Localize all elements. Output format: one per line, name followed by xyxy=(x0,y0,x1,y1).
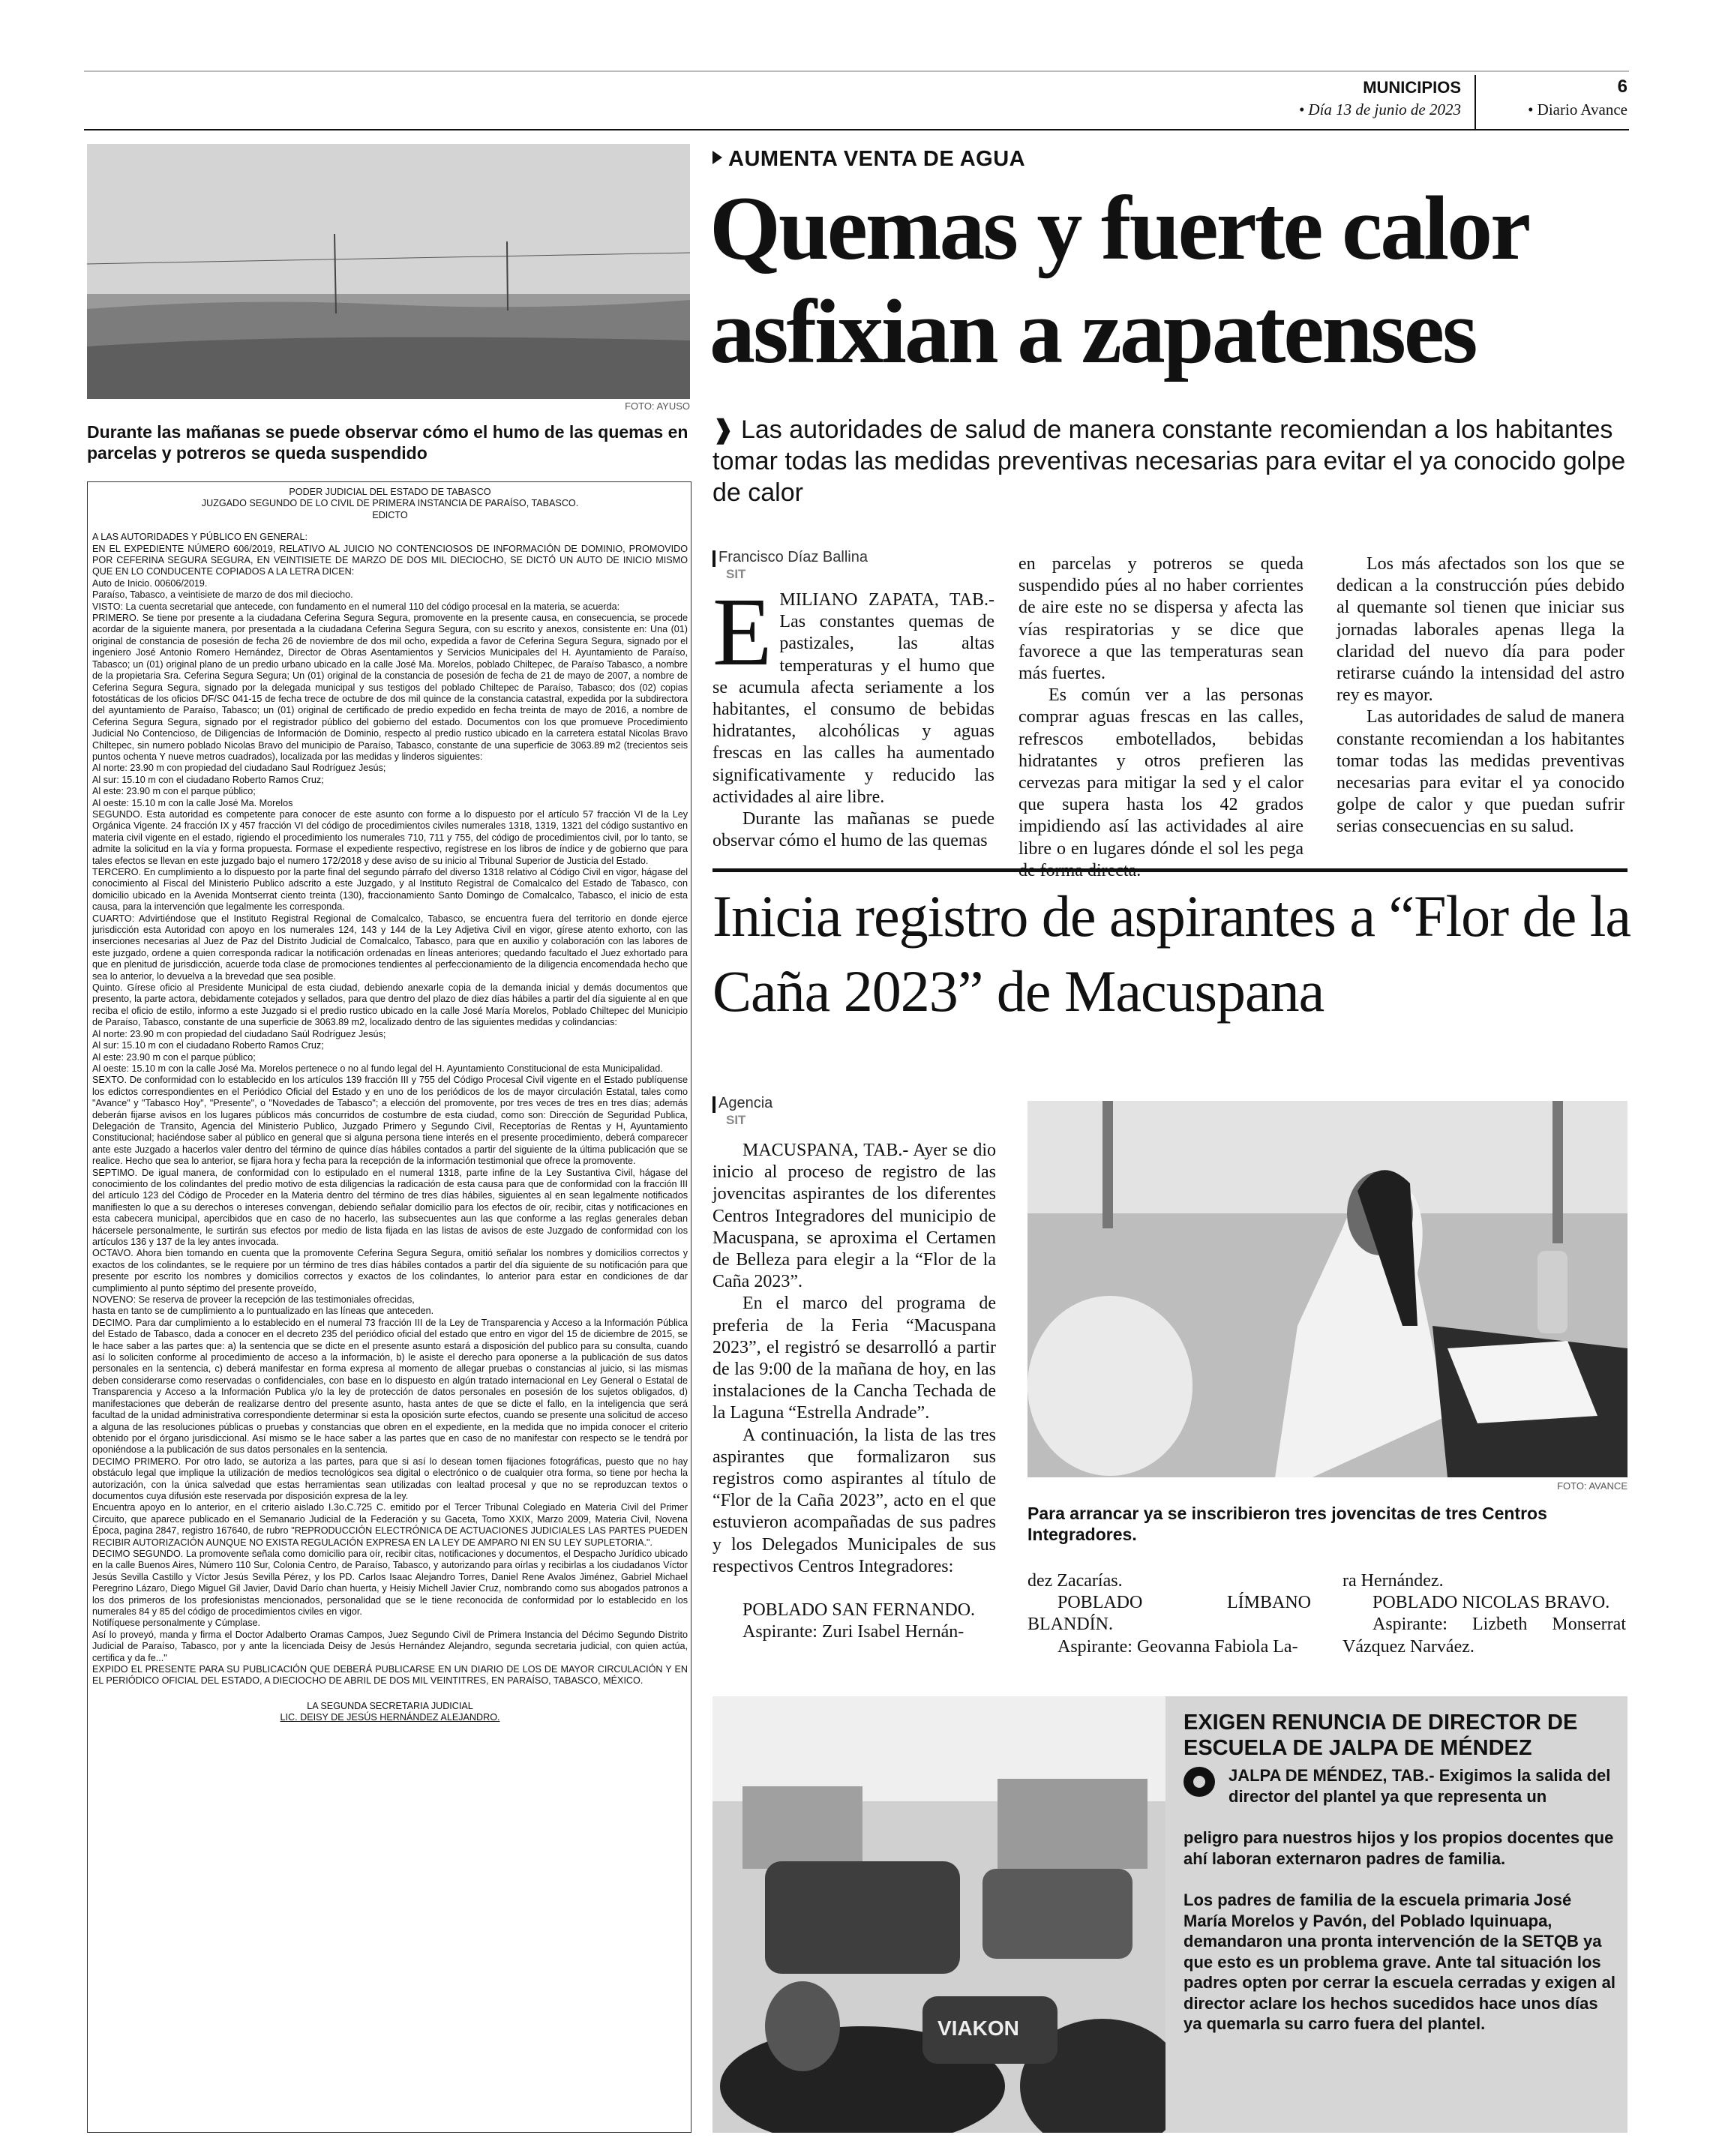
edict-signature-1: LA SEGUNDA SECRETARIA JUDICIAL xyxy=(307,1700,473,1711)
edict-paragraph: Al norte: 23.90 m con propiedad del ciudadano Saul Rodríguez Jesús; xyxy=(92,763,386,774)
edict-paragraph: Al sur: 15.10 m con el ciudadano Roberto Ramos Cruz; xyxy=(92,774,324,785)
byline-agency: SIT xyxy=(726,567,746,581)
article-2-p2: En el marco del programa de preferia de la Feria “Macuspana 2023”, el registró se desarrolló a partir de las 9:00 de la mañana de hoy, en las instalaciones de la Cancha Techada de la Laguna “Estrella Andrade”. xyxy=(712,1294,996,1423)
edict-paragraph: Al este: 23.90 m con el parque público; xyxy=(92,786,256,797)
section-name: MUNICIPIOS xyxy=(1363,78,1461,97)
article-1-column-2 xyxy=(1018,553,1304,882)
edict-paragraph: PRIMERO. Se tiene por presente a la ciudadana Ceferina Segura Segura, promovente en la presente causa, en consecuencia, se procede acordar de la siguiente manera, por presentada a la ciudadana Ceferina Segura Segura, con su escrito y anexos, consistente en: Una (01) original de constancia de posesión de fecha 26 de noviembre de dos mil ocho, expedida a favor de Ceferina Segura Segura, signado por el ingeniero José Antonio Romero Hernández, Director de Obras Asentamientos y Servicios Municipales del H. Ayuntamiento de Paraíso, Tabasco; un (01) original plano de un predio urbano ubicado en la calle José Ma. Morelos, poblado Chiltepec, de Paraíso Tabasco, a nombre de la propietaria Sra. Ceferina Segura Segura; Un (01) original de la constancia de posesión de fecha de 21 de mayo de 2007, a nombre de Ceferina Segura Segura, signado por la delegada municipal y sus testigos del poblado Chiltepec de Paraíso, Tabasco; dos (02) copias fotostáticas de los oficios DF/SC 041-15 de fecha trece de octubre de dos mil quince de la constancia catastral, expedida por la subdirectora del ayuntamiento de Paraíso, Tabasco; un (01) original de certificado de predio expedido en fecha treinta de mayo de 2016, a nombre de Ceferina Segura Segura, signado por el registrador público del gobierno del estado. Documentos con los que promueve Procedimiento Judicial No Contencioso, de Diligencias de Información de Dominio, respecto al predio rustico ubicado en la carretera estatal Nicolas Bravo Chiltepec, sin numero poblado Nicolas Bravo del municipio de Paraíso, Tabasco, constante de una superficie de 3063.89 m2 (trecientos seis puntos ochenta Y nueve metros cuadrados), localizada por las medidas y linderos siguientes: xyxy=(92,613,688,762)
edict-paragraph: Así lo proveyó, manda y firma el Doctor Adalberto Oramas Campos, Juez Segundo Civil de Primera Instancia del Décimo Segundo Distrito Judicial de Paraíso, Tabasco, por y ante la licenciada Deisy de Jesús Hernández Alejandro, segunda secretaria judicial, con quien actúa, certifica y da fe..." xyxy=(92,1629,688,1663)
kicker xyxy=(712,147,1312,172)
edict-paragraph: A LAS AUTORIDADES Y PÚBLICO EN GENERAL: xyxy=(92,532,308,543)
top-rule xyxy=(84,70,1629,72)
edict-paragraph: Al este: 23.90 m con el parque público; xyxy=(92,1051,256,1063)
edict-paragraph: Al oeste: 15.10 m con la calle José Ma. Morelos xyxy=(92,797,293,808)
section-divider xyxy=(712,868,1628,872)
edict-paragraph: DECIMO. Para dar cumplimiento a lo establecido en el numeral 73 fracción III de la Ley de Transparencia y Acceso a la Información Pública del Estado de Tabasco, dada a conocer en el decreto 235 del periódico oficial del estado que entro en vigor del 15 de diciembre de 2015, se le hace saber a las partes que: a) la sentencia que se dicte en el presente asunto estará a disposición del publico para su consulta, cuando así lo soliciten conforme al procedimiento de acceso a la información, b) le asiste el derecho para oponerse a la publicación de sus datos personales en la sentencia, c) deberá manifestar en forma expresa al momento de allegar pruebas o constancias al juicio, si las mismas deben considerarse como reservadas o confidenciales, con base en lo dispuesto en algún tratado internacional en Ley General o Estatal de Transparencia y Acceso a la Información Publica y/o la ley de protección de datos personales en posesión de los sujetos obligados, d) manifestaciones que deberán de realizarse dentro del presente asunto, hasta antes de que se dicte el fallo, en la inteligencia que será facultad de la unidad administrativa correspondiente determinar si esta la oposición surte efectos, cuando se presente una solicitud de acceso a alguna de las resoluciones públicas o pruebas y constancias que obren en el expediente, en la medida que no impida conocer el criterio obtenido por el órgano jurisdiccional. Así mismo se le hace saber a las partes que en caso de no manifestar con respecto se le tendrá por oponiéndose a la publicación de sus datos personales en la sentencia. xyxy=(92,1317,688,1456)
article-2-column-2 xyxy=(1028,1570,1311,1658)
kicker-arrow-icon xyxy=(712,151,722,164)
edict-paragraph: Al norte: 23.90 m con propiedad del ciudadano Saúl Rodríguez Jesús; xyxy=(92,1028,386,1039)
subhead-chevron-icon: ❱ xyxy=(712,415,741,444)
issue-date: • Día 13 de junio de 2023 xyxy=(1298,100,1461,118)
subhead-text: Las autoridades de salud de manera constante recomiendan a los habitantes tomar todas las medidas preventivas necesarias para evitar el ya conocido golpe de calor xyxy=(712,415,1626,507)
dropcap: E xyxy=(712,578,772,686)
edict-paragraph: DECIMO SEGUNDO. La promovente señala como domicilio para oír, recibir citas, notificaciones y documentos, el Despacho Jurídico ubicado en la calle Buenos Aires, Número 110 Sur, Colonia Centro, de Paraíso, Tabasco, y autorizando para oírlas y recibirlas a los ciudadanos Víctor Jesús Sevilla Castillo y Víctor Jesús Sevilla Pérez, y los PD. Carlos Isaac Alejandro Torres, Daniel Rene Avalos Jiménez, Gabriel Michael Peregrino Lázaro, Diego Miguel Gil Javier, David Darío chan huerta, y Heisiy Michell Javier Cruz, nombrando como sus abogados patronos a los dos primeros de los profesionistas mencionados, personalidad que se le tiene reconocida de conformidad por lo establecido en los numerales 84 y 85 del código de procedimientos civiles en vigor. xyxy=(92,1548,688,1617)
edict-paragraph: DECIMO PRIMERO. Por otro lado, se autoriza a las partes, para que si así lo desean tomen fijaciones fotográficas, puesto que no hay obstáculo legal que implique la utilización de medios tecnológicos sea digital o electrónico o de cualquier otra forma, so tiene por hecha la autorización, con la única salvedad que estas herramientas sean utilizadas con lealtad procesal y que no se reproduzcan textos o documentos cuya difusión este reservada por disposición expresa de la ley. xyxy=(92,1456,688,1501)
edict-paragraph: NOVENO: Se reserva de proveer la recepción de las testimoniales ofrecidas, xyxy=(92,1294,415,1306)
smoke-field-illustration xyxy=(87,144,690,399)
kicker-text: AUMENTA VENTA DE AGUA xyxy=(728,147,1026,171)
byline-author: Francisco Díaz Ballina xyxy=(718,549,868,565)
headline-jalpa: EXIGEN RENUNCIA DE DIRECTOR DE ESCUELA DE JALPA DE MÉNDEZ xyxy=(1184,1711,1578,1760)
photo-caption-contestants: Para arrancar ya se inscribieron tres jovencitas de tres Centros Integradores. xyxy=(1028,1504,1547,1544)
smoke-field-photo xyxy=(87,144,690,399)
byline-agency-name: Agencia xyxy=(718,1095,773,1111)
edict-paragraph: EXPIDO EL PRESENTE PARA SU PUBLICACIÓN QUE DEBERÁ PUBLICARSE EN UN DIARIO DE LOS DE MAYOR CIRCULACIÓN Y EN EL PERIÓDICO OFICIAL DEL ESTADO, A DIECIOCHO DE ABRIL DE DOS MIL VEINTITRES, EN PARAÍSO, TABASCO, MÉXICO. xyxy=(92,1664,688,1687)
edict-body xyxy=(92,532,688,1687)
jalpa-p2: peligro para nuestros hijos y los propios docentes que ahí laboran externaron padres de familia. xyxy=(1184,1828,1614,1868)
publication-name: • Diario Avance xyxy=(1528,100,1628,118)
header-divider xyxy=(1474,75,1476,129)
headline-flor-de-la-cana: Inicia registro de aspirantes a “Flor de la Caña 2023” de Macuspana xyxy=(712,883,1631,1024)
article-2-col3-p1: ra Hernández. xyxy=(1342,1571,1444,1591)
edict-paragraph: TERCERO. En cumplimiento a lo dispuesto por la parte final del segundo párrafo del diverso 1318 relativo al Código Civil en vigor, hágase del conocimiento al Fiscal del Ministerio Publico adscrito a este Juzgado, y al Instituto Registral de Comalcalco del Estado de Tabasco, con domicilio ubicado en la Avenida Montserrat ciento treinta (130), fraccionamiento Santo Domingo de Comalcalco, Tabasco, el inicio de esta causa, para la intervención que legalmente les corresponda. xyxy=(92,867,688,913)
article-2-col3-p3: Aspirante: Lizbeth Monserrat Vázquez Narváez. xyxy=(1342,1615,1626,1657)
photo-caption-smoke: Durante las mañanas se puede observar cómo el humo de las quemas en parcelas y potreros se queda suspendido xyxy=(87,422,688,463)
photo-credit-avance: FOTO: AVANCE xyxy=(1557,1480,1628,1492)
edict-paragraph: Auto de Inicio. 00606/2019. xyxy=(92,577,208,589)
article-1-p4: Es común ver a las personas comprar aguas frescas en las calles, refrescos embotellados, bebidas hidratantes y otros prefieren las cervezas para mitigar la sed y el calor que supera hasta los 42 grados impidiendo así las actividades al aire libre o en lugares dónde el sol les pega xyxy=(1018,685,1304,859)
edict-paragraph: Quinto. Gírese oficio al Presidente Municipal de esta ciudad, debiendo anexarle copia de la demanda inicial y demás documentos que presento, la parte actora, debidamente cotejados y sellados, para que dentro del plazo de diez días hábiles a partir del día siguiente al en que reciba el oficio de estilo, informo a este Juzgado si el predio rustico ubicado en la calle José María Morelos, Poblado Chiltepec del Municipio de Paraíso, Tabasco, constante de una superficie de 3063.89 m2, localizado dentro de las siguientes medidas y colindancias: xyxy=(92,982,688,1028)
legal-edict xyxy=(87,481,692,2133)
contestant-illustration xyxy=(1028,1101,1628,1477)
photo-credit-ayuso: FOTO: AYUSO xyxy=(625,400,690,412)
edict-paragraph: EN EL EXPEDIENTE NÚMERO 606/2019, RELATIVO AL JUICIO NO CONTENCIOSOS DE INFORMACIÓN DE DOMINIO, PROMOVIDO POR CEFERINA SEGURA SEGURA, EN VEINTISIETE DE MARZO DE DOS MIL DIECIOCHO, SE DICTÓ UN AUTO DE INICIO MISMO QUE EN LO CONDUCENTE COPIADOS A LA LETRA DICEN: xyxy=(92,543,688,577)
article-1-p3: en parcelas y potreros se queda suspendido púes al no haber corrientes de aire este no se dispersa y afecta las vías respiratorias y se dice que favorece a que las temperaturas sean más fuertes. xyxy=(1018,554,1304,684)
edict-paragraph: OCTAVO. Ahora bien tomando en cuenta que la promovente Ceferina Segura Segura, omitió señalar los nombres y domicilios correctos y exactos de los colindantes, se le requiere por un término de tres días hábiles contados a partir del día siguiente de su notificación para que presente por escrito los nombres y domicilios correctos y exactos de los colindantes, lo anterior para estar en condiciones de dar cumplimiento al punto séptimo del presente proveído, xyxy=(92,1248,688,1294)
byline-agency-code: SIT xyxy=(726,1113,746,1127)
article-2-col3-p2: POBLADO NICOLAS BRAVO. xyxy=(1372,1593,1610,1613)
article-1-column-3 xyxy=(1336,553,1624,838)
edict-heading-3: EDICTO xyxy=(372,509,408,520)
edict-paragraph: Al sur: 15.10 m con el ciudadano Roberto Ramos Cruz; xyxy=(92,1040,324,1051)
article-2-col2-p1: dez Zacarías. xyxy=(1028,1571,1123,1591)
jalpa-p3: Los padres de familia de la escuela primaria José María Morelos y Pavón, del Poblado Iquinuapa, demandaron una pronta intervención de la SETQB ya que esto es un problema grave. Ante tal situación los padres opten por cerrar la escuela cerradas y exigen al director aclare los hechos sucedidos hace unos días ya quemarla su carro fuera del plantel. xyxy=(1184,1891,1616,2033)
article-1-p5: Los más afectados son los que se dedican a la construcción púes debido al quemante sol tienen que iniciar sus jornadas laborales apenas llega la claridad del nuevo día para poder retirarse cuándo la intensidad del astro rey es mayor. xyxy=(1336,554,1624,706)
headline-quemas: Quemas y fuerte calor asfixian a zapatenses xyxy=(710,178,1528,382)
edict-paragraph: VISTO: La cuenta secretarial que antecede, con fundamento en el numeral 110 del código procesal en la materia, se acuerda: xyxy=(92,601,620,612)
article-2-column-3 xyxy=(1342,1570,1626,1658)
edict-paragraph: SEGUNDO. Esta autoridad es competente para conocer de este asunto con forme a lo dispuesto por el artículo 57 fracción VI de la Ley Orgánica Vigente. 24 fracción IX y 457 fracción VI del código de procedimientos civiles numerales 1318, 1319, 1321 del código sustantivo en materia civil vigente en el estado, rigiendo el procedimiento los numerales 710, 711 y 755, del código de procedimientos civil, por lo tanto, se admite la solicitud en la vía y forma propuesta. Formase el expediente respectivo, regístrese en los libros de índice y de gobierno que para tales efectos se llevan en este juzgado bajo el numero 172/2018 y dese aviso de su inicio al Tribunal Superior de Justicia del Estado. xyxy=(92,808,688,866)
jalpa-text xyxy=(1184,1765,1618,2035)
article-2-p1: MACUSPANA, TAB.- Ayer se dio inicio al proceso de registro de las jovencitas aspirantes de los diferentes Centros Integradores del municipio de Macuspana, se aproxima el Certamen de Belleza para elegir a la “Flor de la Caña 2023”. xyxy=(712,1141,996,1292)
school-protest-photo xyxy=(712,1696,1166,2133)
school-protest-illustration xyxy=(712,1696,1166,2133)
edict-heading-2: JUZGADO SEGUNDO DE LO CIVIL DE PRIMERA INSTANCIA DE PARAÍSO, TABASCO. xyxy=(201,498,579,509)
edict-heading-1: PODER JUDICIAL DEL ESTADO DE TABASCO xyxy=(289,487,491,497)
jalpa-p1: JALPA DE MÉNDEZ, TAB.- Exigimos la salida del director del plantel ya que representa un xyxy=(1228,1766,1611,1806)
subhead-quemas xyxy=(712,414,1628,508)
byline-bar xyxy=(712,550,716,567)
article-2-col2-p2: POBLADO LÍMBANO BLANDÍN. xyxy=(1028,1593,1311,1635)
article-2-p4: POBLADO SAN FERNANDO. xyxy=(742,1600,976,1621)
edict-paragraph: Al oeste: 15.10 m con la calle José Ma. Morelos pertenece o no al fundo legal del H. Ayuntamiento Constitucional de esta Municipalidad. xyxy=(92,1063,663,1074)
article-2-column-1 xyxy=(712,1140,996,1643)
byline-bar-2 xyxy=(712,1096,716,1113)
article-2-col2-p3: Aspirante: Geovanna Fabiola La- xyxy=(1058,1636,1298,1657)
edict-paragraph: Paraíso, Tabasco, a veintisiete de marzo de dos mil dieciocho. xyxy=(92,589,353,601)
page-number: 6 xyxy=(1617,76,1628,97)
article-1-p1: MILIANO ZAPATA, TAB.- Las constantes quemas de pastizales, las altas temperaturas y el humo que se acumula afecta seriamente a los habitantes, el consumo de bebidas hidratantes, alcohólicas y aguas frescas en las calles ha aumentado significativamente y reducido las actividades al aire libre. xyxy=(712,590,994,807)
edict-paragraph: CUARTO: Advirtiéndose que el Instituto Registral Regional de Comalcalco, Tabasco, se encuentra fuera del territorio en donde ejerce jurisdicción esta Autoridad con apoyo en los numerales 124, 143 y 144 de la Ley Adjetiva Civil en vigor, gírese atento exhorto, con las inserciones necesarias al Juez de Paz del Distrito Judicial de Comalcalco, Tabasco, para que en auxilio y colaboración con las labores de este juzgado, ordene a quien corresponda radicar la notificación ordenadas en líneas anteriores; quedando facultado el Juez exhortado para que en plenitud de jurisdicción, acuerde toda clase de promociones tendientes al perfeccionamiento de la diligencia encomendada hecho que sea lo anterior, lo devuelva a la brevedad que sea posible. xyxy=(92,913,688,982)
edict-paragraph: SEPTIMO. De igual manera, de conformidad con lo estipulado en el numeral 1318, parte infine de la Ley Sustantiva Civil, hágase del conocimiento de los colindantes del predio motivo de esta diligencias la radicación de esta causa para que de conformidad con la fracción III del artículo 123 del Código de Proceder en la Materia dentro del término de tres días hábiles, siguientes al en sean legalmente notificados manifiesten lo que a su derechos o intereses convengan, debiendo señalar domicilio para los efectos de oír, recibir, citas y notificaciones en esta cabecera municipal, apercibidos que en caso de no hacerlo, las subsecuentes aun las que conforme a las reglas generales deban hácersele personalmente, le surtirán sus efectos por medio de lista fijada en las listas de avisos de este Juzgado de conformidad con los artículos 136 y 137 de la ley antes invocada. xyxy=(92,1167,688,1247)
article-2-p5: Aspirante: Zuri Isabel Hernán- xyxy=(742,1622,964,1642)
article-1-p6: Las autoridades de salud de manera constante recomiendan a los habitantes tomar todas las medidas preventivas necesarias para evitar el ya conocido golpe de calor y que puedan sufrir serias consecuencias en su salud. xyxy=(1336,707,1624,837)
contestant-photo xyxy=(1028,1101,1628,1477)
shirt-logo-text: VIAKON xyxy=(938,2017,1019,2040)
article-2-p3: A continuación, la lista de las tres aspirantes que formalizaron sus registros como aspirantes al título de “Flor de la Caña 2023”, acto en el que estuvieron acompañadas de sus padres y los Delegados Municipales de sus respectivos Centros Integradores: xyxy=(712,1425,996,1576)
edict-paragraph: Encuentra apoyo en lo anterior, en el criterio aislado I.3o.C.725 C. emitido por el Tercer Tribunal Colegiado en Materia Civil del Primer Circuito, que aparece publicado en el Semanario Judicial de la Federación y su Gaceta, Tomo XXIX, Marzo 2009, Materia Civil, Novena Época, pagina 2847, registro 167640, de rubro "REPRODUCCIÓN ELECTRÓNICA DE ACTUACIONES JUDICIALES LAS PARTES PUEDEN RECIBIR AUTORIZACIÓN AUNQUE NO EXISTA REGULACIÓN EXPRESA EN LA LEY DE AMPARO NI EN SU LEY SUPLETORIA.". xyxy=(92,1502,688,1548)
article-1-p2: Durante las mañanas se puede observar cómo el humo de las quemas xyxy=(712,809,994,851)
header-bottom-rule xyxy=(84,129,1629,130)
edict-paragraph: hasta en tanto se de cumplimiento a lo puntualizado en las líneas que anteceden. xyxy=(92,1306,434,1317)
edict-paragraph: Notifíquese personalmente y Cúmplase. xyxy=(92,1618,261,1629)
edict-paragraph: SEXTO. De conformidad con lo establecido en los artículos 139 fracción III y 755 del Código Procesal Civil vigente en el Estado publíquense los edictos correspondientes en el Periódico Oficial del Estado y en uno de los periódicos de los de mayor circulación Estatal, tales como "Avance" y "Tabasco Hoy", "Presente", o "Novedades de Tabasco"; a elección del promovente, por tres veces de tres en tres días; además deberán fijarse avisos en los lugares públicos más concurridos de costumbre de esta ciudad, como son: Dirección de Seguridad Publica, Delegación de Transito, Agencia del Ministerio Publico, Juzgado Primero y Segundo Civil, Receptorías de Rentas y H, Ayuntamiento Constitucional; haciéndose saber al público en general que si alguna persona tiene interés en el presente procedimiento, deberá comparecer ante este Juzgado a hacerlos valer dentro del término de quince días hábiles contados a partir del siguiente de la última publicación que se realice. Hecho que sea lo anterior, se fijara hora y fecha para la recepción de la información testimonial que ofrece la promovente. xyxy=(92,1075,688,1167)
edict-signature-2: LIC. DEISY DE JESÚS HERNÁNDEZ ALEJANDRO. xyxy=(280,1712,500,1723)
article-1-column-1 xyxy=(712,578,994,852)
